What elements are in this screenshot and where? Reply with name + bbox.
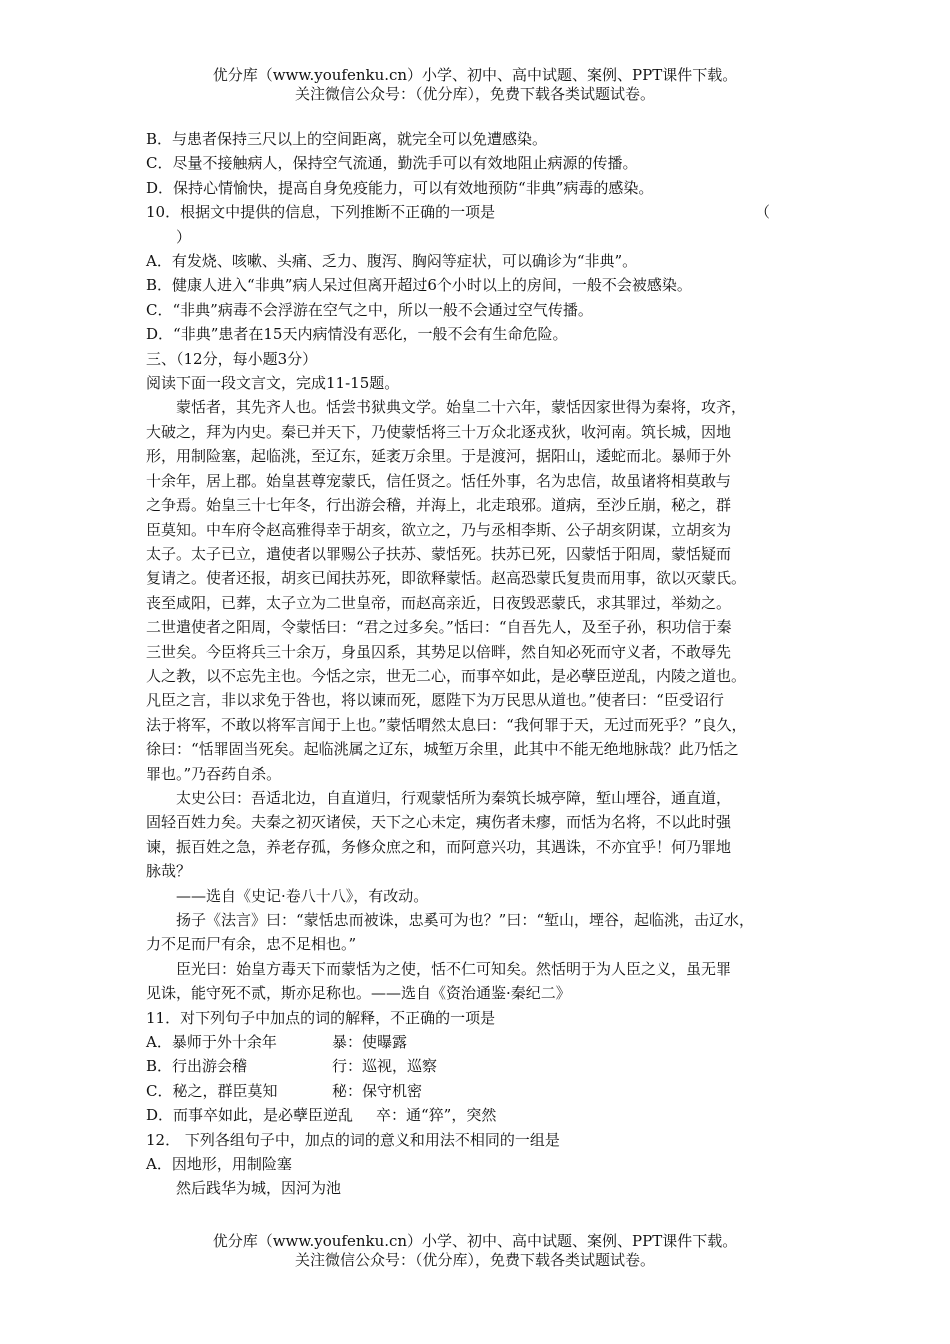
- source-shiji: ——选自《史记·卷八十八》，有改动。: [176, 886, 429, 905]
- answer-paren-open: （: [754, 203, 770, 222]
- passage-line: 复请之。使者还报，胡亥已闻扶苏死，即欲释蒙恬。赵高恐蒙氏复贵而用事，欲以灭蒙氏。: [146, 569, 747, 588]
- q11-option-a: [146, 1030, 822, 1054]
- passage-line: 罪也。”乃吞药自杀。: [146, 764, 282, 783]
- q12-stem: 12． 下列各组句子中，加点的词的意义和用法不相同的一组是: [146, 1130, 560, 1149]
- q11-option-d: [146, 1103, 822, 1127]
- passage-line: 凡臣之言，非以求免于咎也，将以谏而死，愿陛下为万民思从道也。”使者曰：“臣受诏行: [146, 691, 724, 710]
- q11-explanation: 行：巡视，巡察: [332, 1057, 438, 1076]
- taishi-line: 固轻百姓力矣。夫秦之初灭诸侯，天下之心未定，痍伤者未瘳，而恬为名将，不以此时强: [146, 813, 732, 832]
- q11-explanation: 暴：使曝露: [332, 1033, 408, 1052]
- answer-paren-close: ）: [176, 227, 192, 246]
- q12-option-a-line1: A．因地形，用制险塞: [146, 1155, 292, 1174]
- passage-line: 形，用制险塞，起临洮，至辽东，延袤万余里。于是渡河，据阳山，逶蛇而北。暴师于外: [146, 447, 732, 466]
- q11-option-c: [146, 1079, 822, 1103]
- q10-stem-line: [146, 200, 822, 224]
- passage-line: 蒙恬者，其先齐人也。恬尝书狱典文学。始皇二十六年，蒙恬因家世得为秦将，攻齐，: [176, 398, 747, 417]
- q10-option-c: C．“非典”病毒不会浮游在空气之中，所以一般不会通过空气传播。: [146, 300, 593, 319]
- taishi-line: 脉哉？: [146, 862, 192, 881]
- footer-line-1: 优分库（www.youfenku.cn）小学、初中、高中试题、案例、PPT课件下载。: [212, 1232, 738, 1250]
- chenguang-line: 臣光曰：始皇方毒天下而蒙恬为之使，恬不仁可知矣。然恬明于为人臣之义，虽无罪: [176, 959, 732, 978]
- passage-line: 人之教，以不忘先主也。今恬之宗，世无二心，而事卒如此，是必孽臣逆乱，内陵之道也。: [146, 666, 747, 685]
- q9-option-d: D．保持心情愉快，提高自身免疫能力，可以有效地预防“非典”病毒的感染。: [146, 178, 654, 197]
- passage-line: 三世矣。今臣将兵三十余万，身虽囚系，其势足以倍畔，然自知必死而守义者，不敢辱先: [146, 642, 732, 661]
- taishi-line: 太史公曰：吾适北边，自直道归，行观蒙恬所为秦筑长城亭障，堑山堙谷，通直道，: [176, 788, 732, 807]
- q10-option-d: D．“非典”患者在15天内病情没有恶化，一般不会有生命危险。: [146, 325, 568, 344]
- q9-option-c: C．尽量不接触病人，保持空气流通，勤洗手可以有效地阻止病源的传播。: [146, 154, 638, 173]
- section-3-title: 三、（12分，每小题3分）: [146, 349, 318, 368]
- q11-stem: 11．对下列句子中加点的词的解释，不正确的一项是: [146, 1008, 496, 1027]
- passage-line: 大破之，拜为内史。秦已并天下，乃使蒙恬将三十万众北逐戎狄，收河南。筑长城，因地: [146, 422, 732, 441]
- passage-line: 之争焉。始皇三十七年冬，行出游会稽，并海上，北走琅邪。道病，至沙丘崩，秘之，群: [146, 496, 732, 515]
- passage-line: 太子。太子已立，遣使者以罪赐公子扶苏、蒙恬死。扶苏已死，囚蒙恬于阳周，蒙恬疑而: [146, 544, 732, 563]
- passage-line: 臣莫知。中车府令赵高雅得幸于胡亥，欲立之，乃与丞相李斯、公子胡亥阴谋，立胡亥为: [146, 520, 732, 539]
- passage-line: 法于将军，不敢以将军言闻于上也。”蒙恬喟然太息曰：“我何罪于天，无过而死乎？”良久，: [146, 715, 747, 734]
- passage-line: 二世遣使者之阳周，令蒙恬曰：“君之过多矣。”恬曰：“自吾先人，及至子孙，积功信于秦: [146, 618, 732, 637]
- q11-sentence: C．秘之，群臣莫知: [146, 1081, 278, 1100]
- q12-option-a-line2: 然后践华为城，因河为池: [176, 1179, 342, 1198]
- document-body: [146, 127, 822, 1201]
- q11-option-b: [146, 1054, 822, 1078]
- yangzi-line: 扬子《法言》曰：“蒙恬忠而被诛，忠奚可为也？”曰：“堑山，堙谷，起临洮，击辽水，: [176, 911, 755, 929]
- footer-line-2: 关注微信公众号：（优分库），免费下载各类试题试卷。: [294, 1251, 655, 1269]
- page-header: [0, 66, 950, 104]
- yangzi-line: 力不足而尸有余，忠不足相也。”: [146, 935, 357, 954]
- header-line-2: 关注微信公众号：（优分库），免费下载各类试题试卷。: [294, 85, 655, 103]
- q11-explanation: 卒：通“猝”，突然: [376, 1106, 497, 1125]
- q11-sentence: A．暴师于外十余年: [146, 1033, 277, 1052]
- passage-line: 十余年，居上郡。始皇甚尊宠蒙氏，信任贤之。恬任外事，名为忠信，故虽诸将相莫敢与: [146, 471, 732, 490]
- q11-explanation: 秘：保守机密: [332, 1081, 423, 1100]
- q10-stem: 10．根据文中提供的信息，下列推断不正确的一项是: [146, 203, 496, 222]
- passage-line: 丧至咸阳，已葬，太子立为二世皇帝，而赵高亲近，日夜毁恶蒙氏，求其罪过，举劾之。: [146, 593, 732, 612]
- q11-sentence: D．而事卒如此，是必孽臣逆乱: [146, 1106, 354, 1125]
- q9-option-b: B．与患者保持三尺以上的空间距离，就完全可以免遭感染。: [146, 130, 548, 148]
- passage-line: 徐曰：“恬罪固当死矣。起临洮属之辽东，城堑万余里，此其中不能无绝地脉哉？此乃恬之: [146, 740, 739, 759]
- header-line-1: 优分库（www.youfenku.cn）小学、初中、高中试题、案例、PPT课件下载。: [212, 66, 738, 84]
- taishi-line: 谏，振百姓之急，养老存孤，务修众庶之和，而阿意兴功，其遇诛，不亦宜乎！何乃罪地: [146, 837, 732, 856]
- chenguang-line: 见诛，能守死不贰，斯亦足称也。——选自《资治通鉴·秦纪二》: [146, 984, 571, 1003]
- q10-option-b: B．健康人进入“非典”病人呆过但离开超过6个小时以上的房间，一般不会被感染。: [146, 276, 692, 295]
- page-footer: [0, 1232, 950, 1270]
- section-3-instruction: 阅读下面一段文言文，完成11-15题。: [146, 374, 400, 393]
- q11-sentence: B．行出游会稽: [146, 1057, 248, 1076]
- q10-option-a: A．有发烧、咳嗽、头痛、乏力、腹泻、胸闷等症状，可以确诊为“非典”。: [146, 252, 638, 271]
